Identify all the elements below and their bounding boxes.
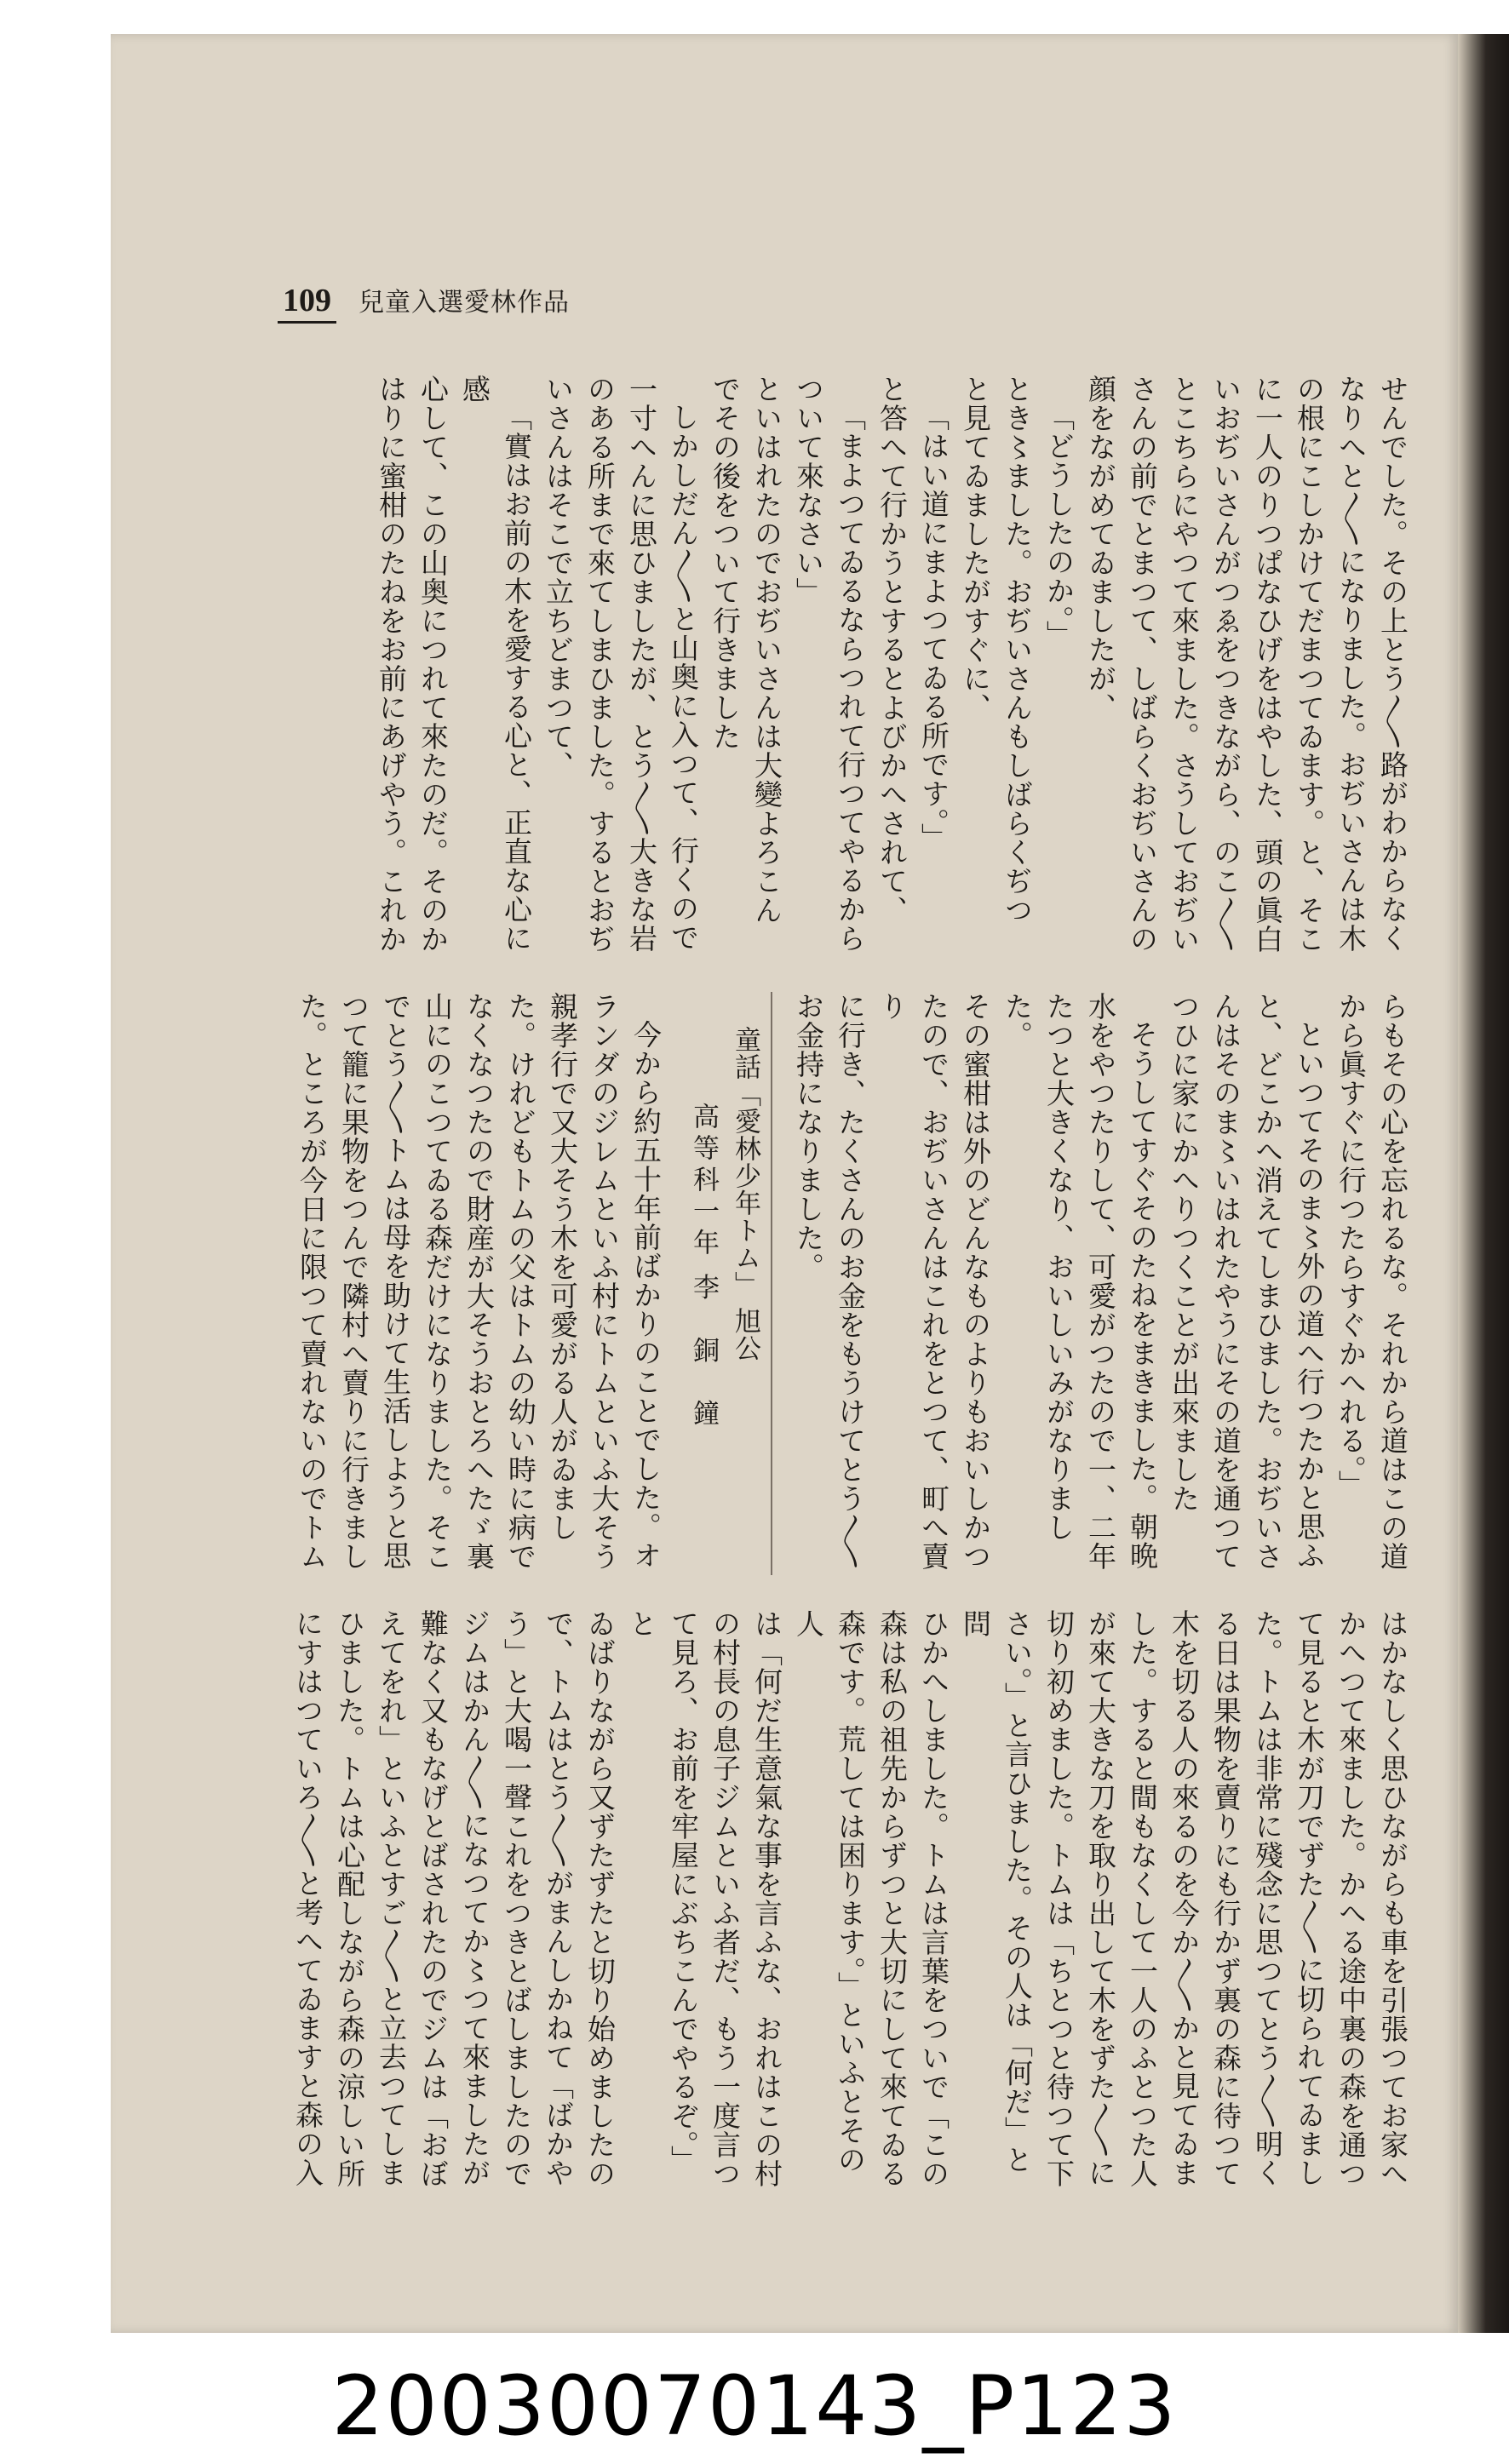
text-line: ジムはかん〳〵になつてか〻つて來ましたが xyxy=(458,1609,491,2187)
story-title: 童話「愛林少年トム」 旭公 xyxy=(730,1026,760,1362)
text-line: の根にこしかけてだまつてゐます。と、そこ xyxy=(1293,375,1326,954)
story-heading xyxy=(682,992,772,1575)
text-line: いおぢいさんがつゑをつきながら、のこ〳〵 xyxy=(1209,375,1242,953)
text-line: の村長の息子ジムといふ者だ、もう一度言つ xyxy=(709,1609,742,2188)
text-line: 「はい道にまよつてゐる所です。」 xyxy=(917,403,950,852)
text-line: 森は私の祖先からずつと大切にして來てゐる xyxy=(875,1609,909,2188)
text-line: から眞すぐに行つたらすぐかへれる。」 xyxy=(1334,992,1368,1499)
text-line: さい。」と言ひました。その人は「何だ」と問 xyxy=(959,1609,1034,2175)
text-line: と、どこかへ消えてしまひました。おぢいさ xyxy=(1251,992,1284,1571)
text-line: といはれたのでおぢいさんは大變よろこん xyxy=(750,375,783,925)
text-line: と見てゐましたがすぐに、 xyxy=(959,375,992,722)
text-line: は「何だ生意氣な事を言ふな、おれはこの村 xyxy=(750,1609,783,2188)
text-line: かへつて來ました。かへる途中裏の森を通つ xyxy=(1334,1609,1368,2188)
text-line: 「實はお前の木を愛する心と、正直な心に感 xyxy=(458,375,533,953)
text-line: つて籠に果物をつんで隣村へ賣りに行きまし xyxy=(337,992,370,1571)
text-line: お金持になりました。 xyxy=(792,992,825,1281)
text-line: で、トムはとう〳〵がまんしかねて「ばかや xyxy=(542,1609,575,2187)
text-line: のある所まで來てしまひました。するとおぢ xyxy=(583,375,617,954)
page-number: 109 xyxy=(278,282,336,324)
text-line: した。すると間もなくして一人のふとつた人 xyxy=(1126,1609,1159,2188)
text-line: 顔をながめてゐましたが、 xyxy=(1084,375,1117,722)
text-line: はかなしく思ひながらも車を引張つてお家へ xyxy=(1376,1609,1409,2188)
text-line: なくなつたので財産が大そうおとろへたゞ裏 xyxy=(462,992,496,1571)
text-line: て見ろ、お前を牢屋にぶちこんでやるぞ。」と xyxy=(625,1609,700,2175)
text-line: んはそのま〻いはれたやうにその道を通つて xyxy=(1209,992,1242,1571)
text-line: 森です。荒しては困ります。」といふとその人 xyxy=(792,1609,867,2175)
text-line: た。ところが今日に限つて賣れないのでトム xyxy=(295,992,329,1571)
text-line: でとう〳〵トムは母を助けて生活しようと思 xyxy=(379,992,412,1570)
text-tier-bottom xyxy=(255,1609,1414,2197)
text-line: ランダのジレムといふ村にトムといふ大そう xyxy=(588,992,621,1571)
text-line: が來て大きな刀を取り出して木をずた〳〵に xyxy=(1084,1609,1117,2187)
text-line: て見ると木が刀でずた〳〵に切られてゐまし xyxy=(1293,1609,1326,2187)
text-line: にすはつていろ〳〵と考へてゐますと森の入 xyxy=(291,1609,324,2187)
scan-frame xyxy=(111,34,1509,2333)
page-header xyxy=(278,281,570,324)
running-title: 兒童入選愛林作品 xyxy=(359,288,570,318)
text-line: らもその心を忘れるな。それから道はこの道 xyxy=(1376,992,1409,1571)
text-line: た。トムは非常に殘念に思つてとう〳〵明く xyxy=(1251,1609,1284,2187)
text-line: と答へて行かうとするとよびかへされて、 xyxy=(875,375,909,925)
text-line: でその後をついて行きました xyxy=(709,375,742,751)
text-line: なりへと〳〵になりました。おぢいさんは木 xyxy=(1334,375,1368,953)
text-line: そうしてすぐそのたねをまきました。朝晩 xyxy=(1126,1020,1159,1570)
text-line: ひました。トムは心配しながら森の涼しい所 xyxy=(333,1609,366,2188)
text-line: 切り初めました。トムは「ちとつと待つて下 xyxy=(1042,1609,1076,2188)
text-line: 木を切る人の來るのを今か〳〵かと見てゐま xyxy=(1168,1609,1201,2187)
text-line: 山にのこつてゐる森だけになりました。そこ xyxy=(421,992,454,1571)
text-line: 親孝行で又大そう木を可愛がる人がゐまし xyxy=(546,992,579,1542)
text-line: えてをれ」といふとすご〳〵と立去つてしま xyxy=(375,1609,408,2187)
text-line: 今から約五十年前ばかりのことでした。オ xyxy=(629,1020,663,1570)
text-line: る日は果物を賣りにも行かず裏の森に待つて xyxy=(1209,1609,1242,2188)
text-line: 一寸へんに思ひましたが、とう〳〵大きな岩 xyxy=(625,375,658,953)
story-author: 高等科一年 李 銅 鐘 xyxy=(688,1103,719,1431)
text-line: に行き、たくさんのお金をもうけてとう〳〵 xyxy=(834,992,867,1570)
text-tier-middle xyxy=(255,992,1414,1575)
text-line: せんでした。その上とう〳〵路がわからなく xyxy=(1376,375,1409,953)
text-line: たつと大きくなり、おいしいみがなりました。 xyxy=(1001,992,1076,1542)
text-line: いさんはそこで立ちどまつて、 xyxy=(542,375,575,780)
text-tier-top xyxy=(255,375,1414,954)
book-page xyxy=(111,34,1458,2333)
text-line: はりに蜜柑のたねをお前にあげやう。これか xyxy=(375,375,408,954)
text-line: たので、おぢいさんはこれをとつて、町へ賣り xyxy=(875,992,950,1571)
text-line: さんの前でとまつて、しばらくおぢいさんの xyxy=(1126,375,1159,954)
text-line: ついて來なさい」 xyxy=(792,375,825,606)
text-line: 水をやつたりして、可愛がつたので一、二年 xyxy=(1084,992,1117,1571)
text-line: といつてそのま〻外の道へ行つたかと思ふ xyxy=(1293,1020,1326,1570)
text-line: た。けれどもトムの父はトムの幼い時に病で xyxy=(504,992,537,1571)
archive-id-caption: 20030070143_P123 xyxy=(331,2358,1178,2454)
text-line: つひに家にかへりつくことが出來ました xyxy=(1168,992,1201,1513)
text-line: その蜜柑は外のどんなものよりもおいしかつ xyxy=(959,992,992,1571)
text-line: 「まよつてゐるならつれて行つてやるから xyxy=(834,403,867,953)
text-line: しかしだん〳〵と山奥に入つて、行くので xyxy=(667,403,700,952)
text-line: う」と大喝一聲これをつきとばしましたので xyxy=(500,1609,533,2188)
text-line: ゐばりながら又ずたずたと切り始めましたの xyxy=(583,1609,617,2188)
book-gutter xyxy=(1458,34,1509,2333)
text-line: ひかへしました。トムは言葉をついで「この xyxy=(917,1609,950,2188)
text-line: とこちらにやつて來ました。さうしておぢい xyxy=(1168,375,1201,954)
text-line: に一人のりつぱなひげをはやした、頭の眞白 xyxy=(1251,375,1284,954)
text-line: 難なく又もなげとばされたのでジムは「おぼ xyxy=(416,1609,450,2188)
text-line: 心して、この山奥につれて來たのだ。そのか xyxy=(416,375,450,954)
text-line: 「どうしたのか。」 xyxy=(1042,403,1076,650)
text-line: とき〻ました。おぢいさんもしばらくぢつ xyxy=(1001,375,1034,925)
